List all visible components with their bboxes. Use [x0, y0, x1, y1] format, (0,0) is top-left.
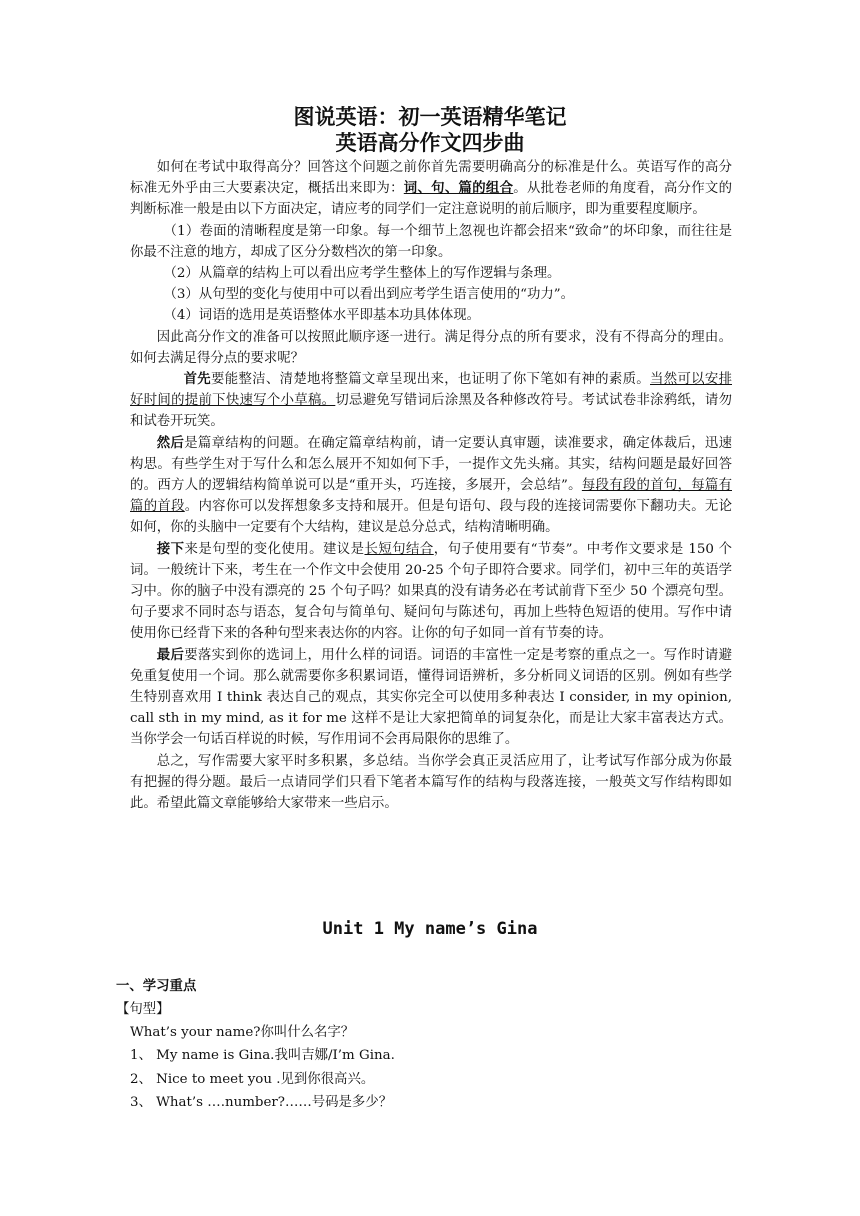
paragraph-finally [130, 645, 732, 751]
criteria-item-2: （2）从篇章的结构上可以看出应考学生整体上的写作逻辑与条理。 [163, 266, 561, 282]
subheading-sentence-patterns: 【句型】 [116, 1002, 170, 1017]
paragraph-then [130, 433, 732, 539]
next-text-end: ，句子使用要有“节奏”。中考作文要求是 150 个词。一般统计下来，考生在一个作文中会使用 20-25 个句子即符合要求。同学们，初中三年的英语学习中。你的脑子中没有漂亮的 25 个句子吗？如果真的没有请务必在考试前背下至少 50 个漂亮句型。句子要求不同时态与语态，复合句与简单句、疑问句与陈述句，再加上些特色短语的使用。写作中请使用你已经背下来的各种句型来表达你的内容。让你的句子如同一首有节奏的诗。 [130, 541, 733, 642]
document-title: 图说英语：初一英语精华笔记 [293, 104, 567, 129]
section-heading: 一、学习重点 [116, 978, 197, 994]
intro-text: 如何在考试中取得高分？回答这个问题之前你首先需要明确高分的标准是什么。英语写作的高分标准无外乎由三大要素决定，概括出来即为： [130, 160, 732, 197]
first-text-end: 切忌避免写错词后涂黑及各种修改符号。考试试卷非涂鸦纸，请勿和试卷开玩笑。 [130, 393, 732, 430]
paragraph-transition: 因此高分作文的准备可以按照此顺序逐一进行。满足得分点的所有要求，没有不得高分的理由。如何去满足得分点的要求呢？ [130, 329, 732, 366]
first-text: 要能整洁、清楚地将整篇文章呈现出来，也证明了你下笔如有神的素质。 [211, 372, 651, 388]
unit-title: Unit 1 My name’s Gina [322, 919, 538, 939]
then-underlined: 每段有段的首句，每篇有篇的首段 [130, 478, 732, 515]
pattern-line: 1、 My name is Gina.我叫吉娜/I’m Gina. [130, 1048, 395, 1063]
pattern-line: 2、 Nice to meet you .见到你很高兴。 [130, 1072, 375, 1087]
next-underlined: 长短句结合 [364, 541, 434, 557]
keyword-first: 首先 [183, 371, 212, 388]
finally-text: 要落实到你的选词上，用什么样的词语。词语的丰富性一定是考察的重点之一。写作时请避免重复使用一个词。那么就需要你多积累词语，懂得词语辨析，多分析同义词语的区别。例如有些学生特别喜欢用 I think 表达自己的观点，其实你完全可以使用多种表达 I consider, in my opinion, call sth in my mind, as it for me 这样不是让大家把简单的词复杂化，而是让大家丰富表达方式。当你学会一句话百样说的时候，写作用词不会再局限你的思维了。 [130, 647, 732, 748]
paragraph-intro [130, 157, 732, 221]
first-underlined: 当然可以安排好时间的提前下快速写个小草稿。 [130, 372, 732, 409]
pattern-line: What’s your name?你叫什么名字？ [130, 1025, 355, 1040]
paragraph-first [130, 369, 732, 433]
intro-text-end: 。从批卷老师的角度看，高分作文的判断标准一般是由以下方面决定，请应考的同学们一定注意说明的前后顺序，即为重要程度顺序。 [130, 181, 733, 218]
next-text: 来是句型的变化使用。建议是 [184, 541, 365, 557]
then-text: 是篇章结构的问题。在确定篇章结构前，请一定要认真审题，读准要求，确定体裁后，迅速构思。有些学生对于写什么和怎么展开不知如何下手，一提作文先头痛。其实，结构问题是最好回答的。西方人的逻辑结构简单说可以是“重开头，巧连接，多展开，会总结”。 [130, 435, 732, 494]
paragraph-next [130, 539, 732, 645]
intro-underlined: 词、句、篇的组合 [403, 180, 514, 197]
pattern-line: 3、 What’s ….number?……号码是多少？ [130, 1095, 393, 1110]
keyword-finally: 最后 [156, 646, 185, 663]
document-subtitle: 英语高分作文四步曲 [335, 130, 525, 155]
criteria-item-4: （4）词语的选用是英语整体水平即基本功具体体现。 [163, 308, 481, 324]
criteria-item-1: （1）卷面的清晰程度是第一印象。每一个细节上忽视也许都会招来“致命”的坏印象，而往往是你最不注意的地方，却成了区分分数档次的第一印象。 [130, 223, 732, 260]
then-text-end: 。内容你可以发挥想象多支持和展开。但是句语句、段与段的连接词需要你下翻功夫。无论如何，你的头脑中一定要有个大结构，建议是总分总式，结构清晰明确。 [130, 499, 733, 536]
paragraph-conclusion: 总之，写作需要大家平时多积累，多总结。当你学会真正灵活应用了，让考试写作部分成为你最有把握的得分题。最后一点请同学们只看下笔者本篇写作的结构与段落连接，一般英文写作结构即如此。希望此篇文章能够给大家带来一些启示。 [130, 753, 732, 812]
keyword-then: 然后 [156, 434, 185, 451]
essay-body [130, 157, 732, 814]
criteria-item-3: （3）从句型的变化与使用中可以看出到应考学生语言使用的“功力”。 [163, 287, 575, 303]
keyword-next: 接下 [156, 540, 185, 557]
